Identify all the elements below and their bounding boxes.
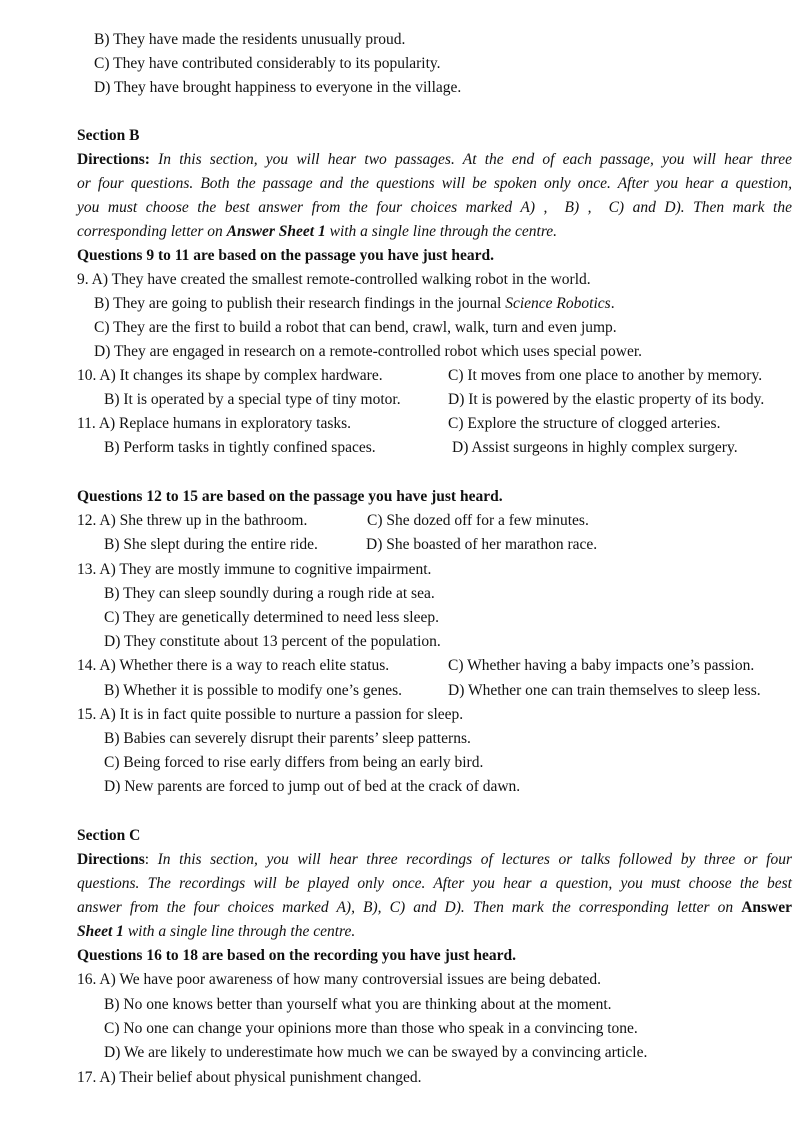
q11-option-b: B) Perform tasks in tightly confined spaces. <box>104 439 376 456</box>
section-b-title: Section B <box>77 127 140 144</box>
q14-option-a: 14. A) Whether there is a way to reach elite status. <box>77 657 390 674</box>
top-option-d: D) They have brought happiness to everyone in the village. <box>94 79 462 96</box>
q16-option-a: 16. A) We have poor awareness of how many controversial issues are being debated. <box>77 971 602 988</box>
q16-option-c: C) No one can change your opinions more than those who speak in a convincing tone. <box>104 1020 638 1037</box>
questions-16-18-heading: Questions 16 to 18 are based on the recording you have just heard. <box>77 947 517 964</box>
q12-option-d: D) She boasted of her marathon race. <box>366 536 598 553</box>
q13-option-d: D) They constitute about 13 percent of the population. <box>104 633 441 650</box>
q17-option-a: 17. A) Their belief about physical punishment changed. <box>77 1069 422 1086</box>
q13-option-a: 13. A) They are mostly immune to cognitive impairment. <box>77 561 432 578</box>
q9-option-b: B) They are going to publish their research findings in the journal Science Robotics. <box>94 295 615 312</box>
top-option-c: C) They have contributed considerably to its popularity. <box>94 55 441 72</box>
q13-option-b: B) They can sleep soundly during a rough ride at sea. <box>104 585 435 602</box>
section-c-directions-line-3: answer from the four choices marked A), B), C) and D). Then mark the corresponding letter on Answer <box>77 899 793 916</box>
q10-option-a: 10. A) It changes its shape by complex hardware. <box>77 367 383 384</box>
section-b-directions-line-3: you must choose the best answer from the four choices marked A) , B) , C) and D). Then mark the <box>77 199 792 216</box>
q15-option-a: 15. A) It is in fact quite possible to nurture a passion for sleep. <box>77 706 464 723</box>
section-c-directions-line-1: Directions: In this section, you will hear three recordings of lectures or talks followed by three or four <box>77 851 792 868</box>
answer-sheet-ref: Answer Sheet 1 <box>226 223 326 240</box>
q13-option-c: C) They are genetically determined to need less sleep. <box>104 609 439 626</box>
q11-option-c: C) Explore the structure of clogged arteries. <box>448 415 721 432</box>
q12-option-c: C) She dozed off for a few minutes. <box>367 512 589 529</box>
q16-option-b: B) No one knows better than yourself what you are thinking about at the moment. <box>104 996 612 1013</box>
answer-sheet-ref-cont: Sheet 1 <box>77 923 124 940</box>
questions-9-11-heading: Questions 9 to 11 are based on the passage you have just heard. <box>77 247 494 264</box>
q16-option-d: D) We are likely to underestimate how much we can be swayed by a convincing article. <box>104 1044 648 1061</box>
questions-12-15-heading: Questions 12 to 15 are based on the passage you have just heard. <box>77 488 503 505</box>
answer-sheet-ref: Answer <box>741 899 793 916</box>
top-option-b: B) They have made the residents unusually proud. <box>94 31 406 48</box>
q15-option-b: B) Babies can severely disrupt their parents’ sleep patterns. <box>104 730 471 747</box>
section-c-directions-line-2: questions. The recordings will be played only once. After you hear a question, you must choose the best <box>77 875 792 892</box>
q15-option-d: D) New parents are forced to jump out of bed at the crack of dawn. <box>104 778 521 795</box>
q11-option-d: D) Assist surgeons in highly complex surgery. <box>452 439 738 456</box>
section-b-directions-line-4: corresponding letter on Answer Sheet 1 with a single line through the centre. <box>77 223 558 240</box>
directions-label: Directions <box>77 851 145 868</box>
q10-option-b: B) It is operated by a special type of tiny motor. <box>104 391 401 408</box>
section-c-directions-line-4: Sheet 1 with a single line through the centre. <box>77 923 356 940</box>
directions-label: Directions: <box>77 151 150 168</box>
q9-option-a: 9. A) They have created the smallest remote-controlled walking robot in the world. <box>77 271 591 288</box>
q10-option-c: C) It moves from one place to another by memory. <box>448 367 763 384</box>
q14-option-d: D) Whether one can train themselves to sleep less. <box>448 682 761 699</box>
q9-option-c: C) They are the first to build a robot that can bend, crawl, walk, turn and even jump. <box>94 319 617 336</box>
q15-option-c: C) Being forced to rise early differs from being an early bird. <box>104 754 484 771</box>
q14-option-b: B) Whether it is possible to modify one’s genes. <box>104 682 403 699</box>
q11-option-a: 11. A) Replace humans in exploratory tasks. <box>77 415 352 432</box>
q12-option-a: 12. A) She threw up in the bathroom. <box>77 512 308 529</box>
section-b-directions-line-2: or four questions. Both the passage and the questions will be spoken only once. After you hear a question, <box>77 175 792 192</box>
q9-option-d: D) They are engaged in research on a remote-controlled robot which uses special power. <box>94 343 643 360</box>
journal-title: Science Robotics <box>505 295 611 312</box>
section-c-title: Section C <box>77 827 141 844</box>
section-b-directions-line-1: Directions: In this section, you will hear two passages. At the end of each passage, you will hear three <box>77 151 793 168</box>
q10-option-d: D) It is powered by the elastic property of its body. <box>448 391 765 408</box>
q12-option-b: B) She slept during the entire ride. <box>104 536 318 553</box>
q14-option-c: C) Whether having a baby impacts one’s passion. <box>448 657 755 674</box>
